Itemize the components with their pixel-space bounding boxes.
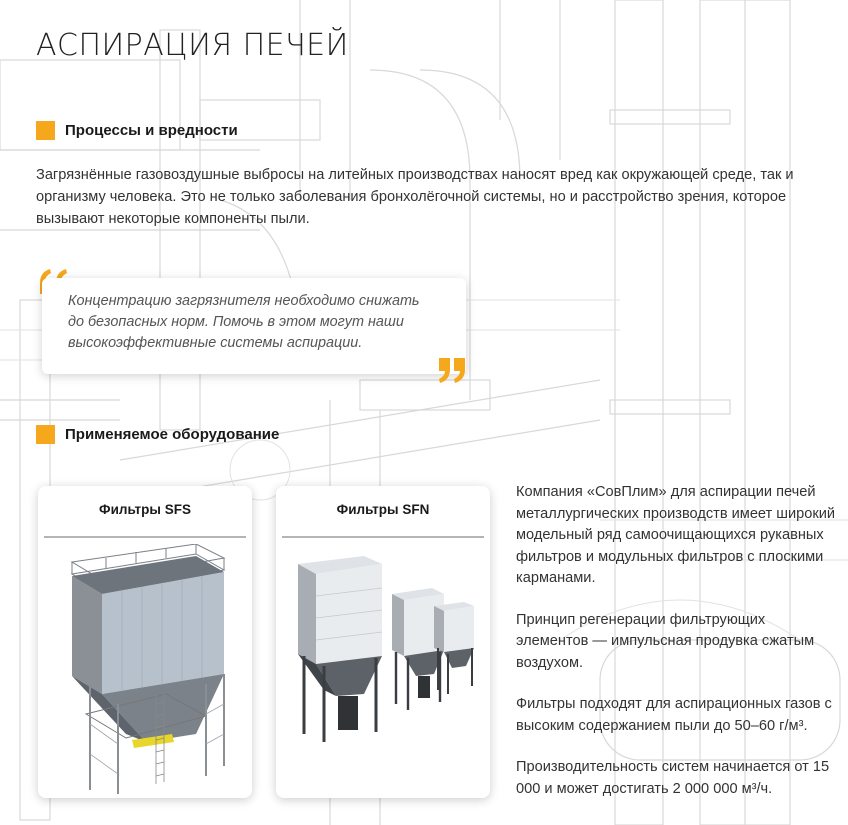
equipment-paragraph: Производительность систем начинается от 15 000 и может достигать 2 000 000 м³/ч. xyxy=(516,759,830,797)
processes-text: Загрязнённые газовоздушные выбросы на литейных производствах наносят вред как окружающей среде, так и организму человека. Это не только заболевания бронхолёгочной системы, но и расстройство зрения, которое вызывают некоторые компоненты пыли. xyxy=(36,167,794,227)
sfs-filter-illustration xyxy=(46,544,244,794)
sfn-filter-illustration xyxy=(284,544,482,794)
card-divider xyxy=(44,536,246,538)
section-heading-processes xyxy=(36,121,238,140)
product-card-title: Фильтры SFS xyxy=(99,502,191,517)
square-bullet-icon xyxy=(36,425,55,444)
equipment-paragraph: Фильтры подходят для аспирационных газов с высоким содержанием пыли до 50–60 г/м³. xyxy=(516,696,832,734)
product-card-sfn[interactable] xyxy=(276,486,490,798)
section-heading-label: Применяемое оборудование xyxy=(65,426,280,443)
equipment-description xyxy=(516,482,838,820)
equipment-paragraph: Принцип регенерации фильтрующих элементов — импульсная продувка сжатым воздухом. xyxy=(516,611,815,671)
section-heading-label: Процессы и вредности xyxy=(65,122,238,139)
card-divider xyxy=(282,536,484,538)
product-card-title: Фильтры SFN xyxy=(336,502,430,517)
section-heading-equipment xyxy=(36,425,279,444)
close-quote-icon xyxy=(436,356,468,384)
equipment-paragraph: Компания «СовПлим» для аспирации печей металлургических производств имеет широкий модельный ряд самоочищающихся рукавных фильтров и модульных фильтров с плоскими карманами. xyxy=(516,484,836,586)
square-bullet-icon xyxy=(36,121,55,140)
quote-text: Концентрацию загрязнителя необходимо снижать до безопасных норм. Помочь в этом могут наши высокоэффективные системы аспирации. xyxy=(68,293,420,351)
product-card-sfs[interactable] xyxy=(38,486,252,798)
quote-card xyxy=(42,278,466,374)
page-title: АСПИРАЦИЯ ПЕЧЕЙ xyxy=(36,28,349,63)
